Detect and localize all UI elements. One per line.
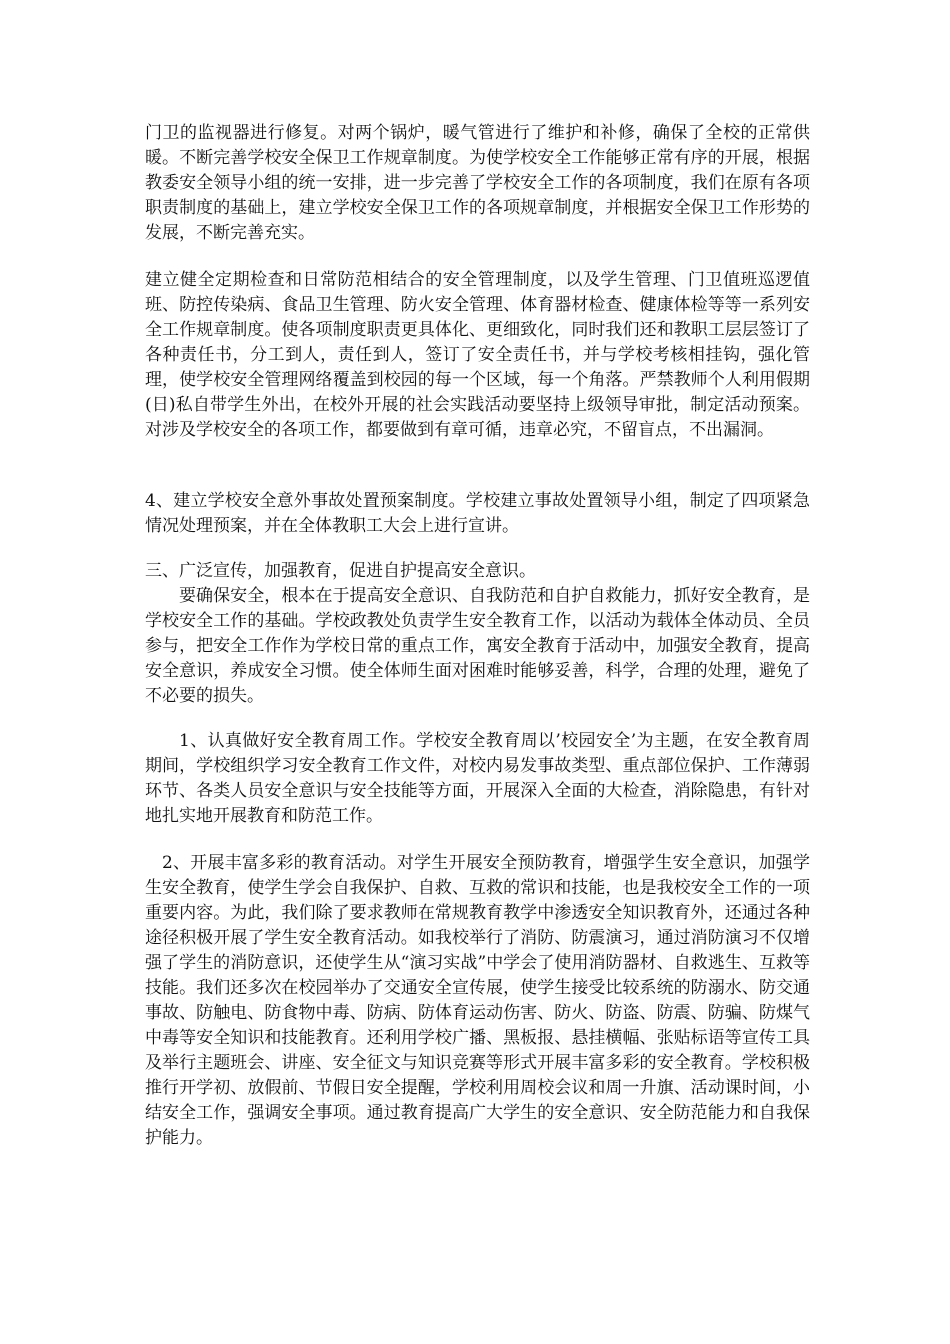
section-heading-education: 三、广泛宣传，加强教育，促进自护提高安全意识。 [145,561,536,581]
paragraph-emergency-plan: 4、建立学校安全意外事故处置预案制度。学校建立事故处置领导小组，制定了四项紧急情况处理预案，并在全体教职工大会上进行宣讲。 [145,491,810,536]
paragraph-spacer [145,709,810,729]
paragraph-spacer [145,829,810,851]
paragraph-spacer [145,246,810,268]
paragraph-maintenance: 门卫的监视器进行修复。对两个锅炉，暖气管进行了维护和补修，确保了全校的正常供暖。不断完善学校安全保卫工作规章制度。为使学校安全工作能够正常有序的开展，根据教委安全领导小组的统一安排，进一步完善了学校安全工作的各项制度，我们在原有各项职责制度的基础上，建立学校安全保卫工作的各项规章制度，并根据安全保卫工作形势的发展，不断完善充实。 [145,123,810,243]
paragraph-safety-week: 1、认真做好安全教育周工作。学校安全教育周以’校园安全’为主题，在安全教育周期间，学校组织学习安全教育工作文件，对校内易发事故类型、重点部位保护、工作薄弱环节、各类人员安全意识与安全技能等方面，开展深入全面的大检查，消除隐患，有针对地扎实地开展教育和防范工作。 [145,731,810,826]
paragraph-safety-management: 建立健全定期检查和日常防范相结合的安全管理制度，以及学生管理、门卫值班巡逻值班、防控传染病、食品卫生管理、防火安全管理、体育器材检查、健康体检等等一系列安全工作规章制度。使各项制度职责更具体化、更细致化，同时我们还和教职工层层签订了各种责任书，分工到人，责任到人，签订了安全责任书，并与学校考核相挂钩，强化管理，使学校安全管理网络覆盖到校园的每一个区域，每一个角落。严禁教师个人利用假期(日)私自带学生外出，在校外开展的社会实践活动要坚持上级领导审批，制定活动预案。对涉及学校安全的各项工作，都要做到有章可循，违章必究，不留盲点，不出漏洞。 [145,270,810,440]
paragraph-spacer [145,539,810,559]
document-body [145,121,810,1151]
paragraph-education-activities: 2、开展丰富多彩的教育活动。对学生开展安全预防教育，增强学生安全意识，加强学生安全教育，使学生学会自我保护、自救、互救的常识和技能，也是我校安全工作的一项重要内容。为此，我们除了要求教师在常规教育教学中渗透安全知识教育外，还通过各种途径积极开展了学生安全教育活动。如我校举行了消防、防震演习，通过消防演习不仅增强了学生的消防意识，还使学生从“演习实战”中学会了使用消防器材、自救逃生、互救等技能。我们还多次在校园举办了交通安全宣传展，使学生接受比较系统的防溺水、防交通事故、防触电、防食物中毒、防病、防体育运动伤害、防火、防盗、防震、防骗、防煤气中毒等安全知识和技能教育。还利用学校广播、黑板报、悬挂横幅、张贴标语等宣传工具及举行主题班会、讲座、安全征文与知识竞赛等形式开展丰富多彩的安全教育。学校积极推行开学初、放假前、节假日安全提醒，学校利用周校会议和周一升旗、活动课时间，小结安全工作，强调安全事项。通过教育提高广大学生的安全意识、安全防范能力和自我保护能力。 [145,853,810,1148]
paragraph-education-foundation: 要确保安全，根本在于提高安全意识、自我防范和自护自救能力，抓好安全教育，是学校安全工作的基础。学校政教处负责学生安全教育工作，以活动为载体全体动员、全员参与，把安全工作作为学校日常的重点工作，寓安全教育于活动中，加强安全教育，提高安全意识，养成安全习惯。使全体师生面对困难时能够妥善，科学，合理的处理，避免了不必要的损失。 [145,586,810,706]
paragraph-spacer [145,443,810,489]
